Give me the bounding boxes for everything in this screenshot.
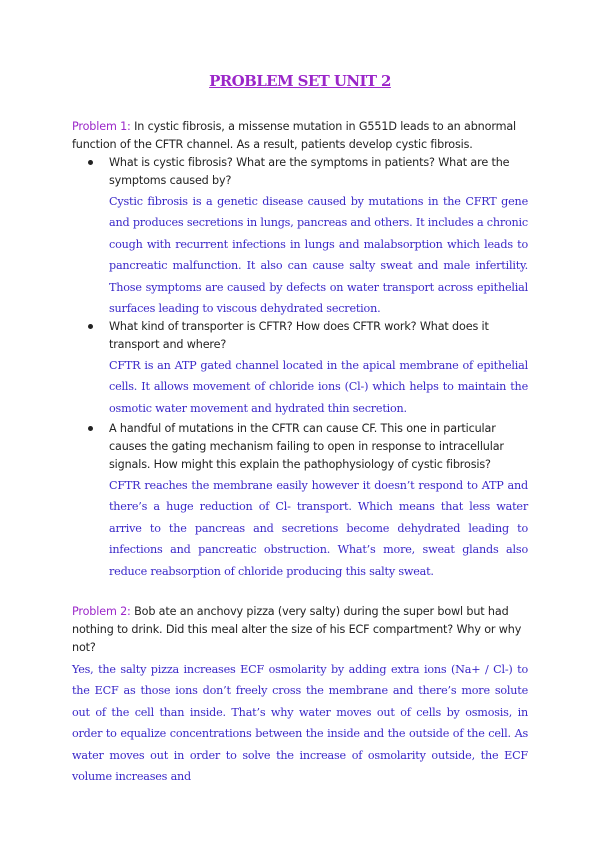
bullet-answer: CFTR is an ATP gated channel located in the apical membrane of epithelial cells. It allows movement of chloride ions (Cl-) which helps to maintain the osmotic water movement and hydrated thin secretion. [109, 359, 528, 415]
bullet-answer: CFTR reaches the membrane easily however it doesn’t respond to ATP and there’s a huge reduction of Cl- transport. Which means that less water arrive to the pancreas and secretions become dehydrated leading to infections and pancreatic obstruction. What’s more, sweat glands also reduce reabsorption of chloride producing this salty sweat. [109, 479, 528, 578]
list-item [88, 154, 528, 319]
page-title: PROBLEM SET UNIT 2 [209, 72, 391, 90]
problem-2-answer: Yes, the salty pizza increases ECF osmolarity by adding extra ions (Na+ / Cl-) to the ECF as those ions don’t freely cross the membrane and there’s more solute out of the cell than inside. That’s why water moves out of cells by osmosis, in order to equalize concentrations between the inside and the outside of the cell. As water moves out in order to solve the increase of osmolarity outside, the ECF volume increases and [72, 663, 528, 784]
list-item [88, 420, 528, 582]
problem-1-label: Problem 1: [72, 120, 131, 133]
bullet-answer: Cystic fibrosis is a genetic disease caused by mutations in the CFRT gene and produces secretions in lungs, pancreas and others. It includes a chronic cough with recurrent infections in lungs and malabsorption which leads to pancreatic malfunction. It also can cause salty sweat and male infertility. Those symptoms are caused by defects on water transport across epithelial surfaces leading to viscous dehydrated secretion. [109, 195, 528, 316]
list-item [88, 318, 528, 419]
problem-2-label: Problem 2: [72, 605, 131, 618]
bullet-icon [88, 324, 93, 329]
bullet-question: What kind of transporter is CFTR? How does CFTR work? What does it transport and where? [109, 320, 489, 351]
problem-2-intro [72, 603, 522, 657]
bullet-icon [88, 160, 93, 165]
problem-1-text: In cystic fibrosis, a missense mutation in G551D leads to an abnormal function of the CFTR channel. As a result, patients develop cystic fibrosis. [72, 120, 516, 151]
bullet-question: A handful of mutations in the CFTR can cause CF. This one in particular causes the gating mechanism failing to open in response to intracellular signals. How might this explain the pathophysiology of cystic fibrosis? [109, 422, 504, 471]
bullet-question: What is cystic fibrosis? What are the symptoms in patients? What are the symptoms caused by? [109, 156, 510, 187]
bullet-icon [88, 426, 93, 431]
problem-1-intro [72, 118, 522, 154]
problem-2-text: Bob ate an anchovy pizza (very salty) during the super bowl but had nothing to drink. Did this meal alter the size of his ECF compartment? Why or why not? [72, 605, 522, 654]
